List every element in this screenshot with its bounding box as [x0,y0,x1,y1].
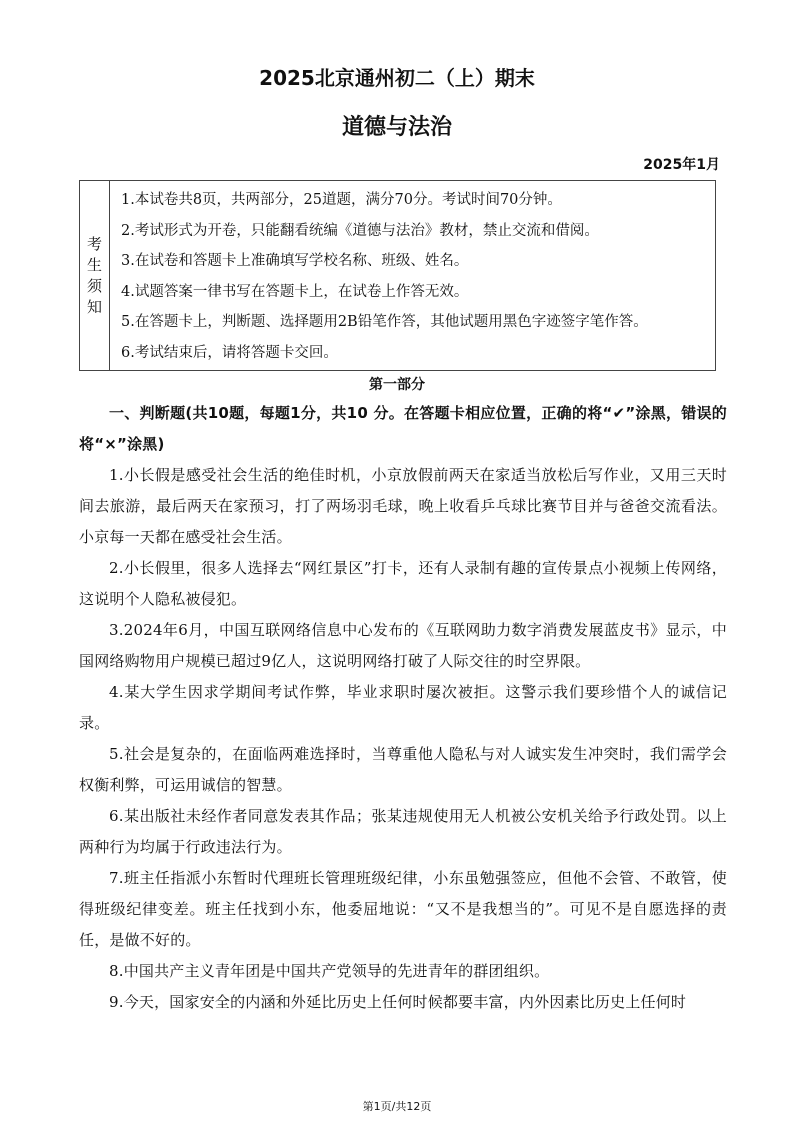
exam-date: 2025年1月 [643,157,720,173]
question-content [79,398,727,1018]
question-item: 4.某大学生因求学期间考试作弊，毕业求职时屡次被拒。这警示我们要珍惜个人的诚信记录。 [79,683,727,732]
page-footer: 第1页/共12页 [362,1100,432,1113]
notice-items [110,181,715,370]
notice-item: 6.考试结束后，请将答题卡交回。 [121,344,338,361]
notice-item: 4.试题答案一律书写在答题卡上，在试卷上作答无效。 [121,283,469,300]
part-title: 第一部分 [369,377,425,393]
document-title: 2025北京通州初二（上）期末 [259,66,535,90]
notice-label [80,181,110,370]
subject-title: 道德与法治 [341,115,452,140]
question-item: 2.小长假里，很多人选择去“网红景区”打卡，还有人录制有趣的宣传景点小视频上传网络，这说明个人隐私被侵犯。 [79,559,727,608]
question-item: 3.2024年6月，中国互联网络信息中心发布的《互联网助力数字消费发展蓝皮书》显示，中国网络购物用户规模已超过9亿人，这说明网络打破了人际交往的时空界限。 [79,621,727,670]
notice-item: 1.本试卷共8页，共两部分，25道题，满分70分。考试时间70分钟。 [121,192,562,208]
question-item: 6.某出版社未经作者同意发表其作品；张某违规使用无人机被公安机关给予行政处罚。以上两种行为均属于行政违法行为。 [79,807,727,856]
question-item: 1.小长假是感受社会生活的绝佳时机，小京放假前两天在家适当放松后写作业，又用三天时间去旅游，最后两天在家预习，打了两场羽毛球，晚上收看乒乓球比赛节目并与爸爸交流看法。小京每一天都在感受社会生活。 [79,466,727,546]
notice-label-text: 考 生 须 知 [86,234,102,316]
candidate-notice-box [79,180,716,371]
question-item: 7.班主任指派小东暂时代理班长管理班级纪律，小东虽勉强签应，但他不会管、不敢管，使得班级纪律变差。班主任找到小东，他委屈地说：“又不是我想当的”。可见不是自愿选择的责任，是做不好的。 [79,869,727,949]
question-item: 9.今天，国家安全的内涵和外延比历史上任何时候都要丰富，内外因素比历史上任何时 [109,993,687,1011]
notice-item: 2.考试形式为开卷，只能翻看统编《道德与法治》教材，禁止交流和借阅。 [121,222,599,239]
notice-item: 5.在答题卡上，判断题、选择题用2B铅笔作答，其他试题用黑色字迹签字笔作答。 [121,314,648,330]
question-item: 8.中国共产主义青年团是中国共产党领导的先进青年的群团组织。 [109,962,550,980]
section-heading: 一、判断题(共10题，每题1分，共10 分。在答题卡相应位置，正确的将“✔”涂黑，错误的将“×”涂黑) [79,404,727,453]
question-item: 5.社会是复杂的，在面临两难选择时，当尊重他人隐私与对人诚实发生冲突时，我们需学会权衡利弊，可运用诚信的智慧。 [79,745,727,794]
notice-item: 3.在试卷和答题卡上准确填写学校名称、班级、姓名。 [121,253,469,269]
